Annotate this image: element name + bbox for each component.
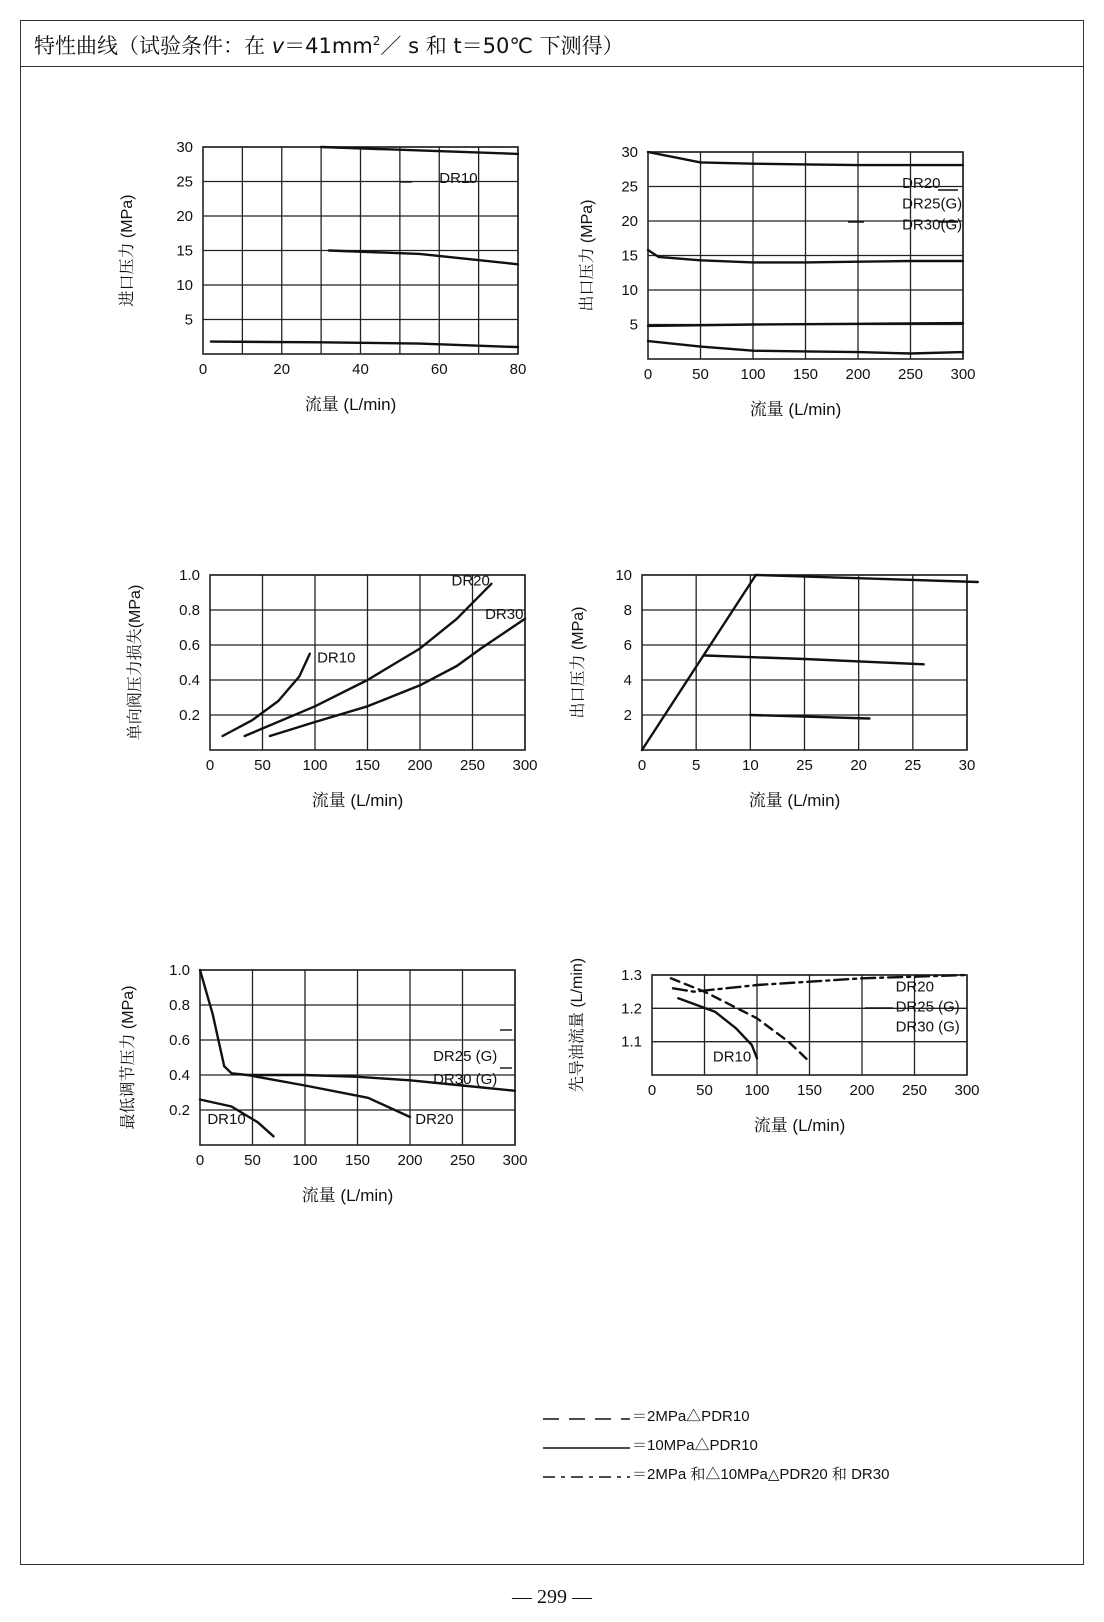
series-annotation: DR20 xyxy=(415,1111,454,1128)
x-tick-label: 50 xyxy=(244,1152,261,1169)
y-tick-label: 2 xyxy=(623,707,632,724)
chart-4 xyxy=(569,567,978,810)
y-tick-label: 8 xyxy=(623,602,632,619)
series-annotation: DR30 (G) xyxy=(433,1070,498,1088)
x-tick-label: 150 xyxy=(354,757,381,774)
y-tick-label: 20 xyxy=(621,213,638,230)
y-tick-label: 10 xyxy=(621,282,638,299)
chart-5 xyxy=(119,962,528,1205)
x-tick-label: 25 xyxy=(796,757,813,774)
series-line xyxy=(211,342,518,348)
y-tick-label: 1.0 xyxy=(169,962,190,979)
series-line xyxy=(329,251,518,265)
x-tick-label: 0 xyxy=(205,757,215,774)
y-axis-label: 出口压力 (MPa) xyxy=(579,199,596,312)
x-tick-label: 0 xyxy=(643,366,653,383)
x-tick-label: 200 xyxy=(407,757,433,774)
x-axis-label: 流量 (L/min) xyxy=(311,791,404,810)
series-line xyxy=(223,654,310,736)
title-nu: v xyxy=(271,34,285,58)
x-tick-label: 200 xyxy=(397,1152,423,1169)
y-tick-label: 25 xyxy=(176,173,193,191)
legend-label-dashed: ＝2MPa△PDR10 xyxy=(632,1408,750,1425)
series-line xyxy=(247,1075,410,1117)
y-axis-label: 进口压力 (MPa) xyxy=(119,194,136,307)
x-tick-label: 5 xyxy=(691,757,701,774)
x-tick-label: 0 xyxy=(637,757,647,774)
x-tick-label: 100 xyxy=(740,366,766,383)
x-tick-label: 0 xyxy=(198,361,208,378)
chart-1 xyxy=(118,139,526,414)
series-annotation: DR30(G) xyxy=(902,216,963,234)
x-tick-label: 250 xyxy=(449,1152,476,1169)
y-tick-label: 15 xyxy=(176,242,193,260)
x-tick-label: 250 xyxy=(901,1082,928,1099)
x-tick-label: 25 xyxy=(904,757,922,774)
x-tick-label: 250 xyxy=(897,366,924,383)
x-tick-label: 250 xyxy=(459,757,486,774)
series-annotation: DR25 (G) xyxy=(895,998,960,1016)
x-tick-label: 150 xyxy=(796,1082,823,1099)
x-tick-label: 200 xyxy=(849,1082,875,1099)
legend xyxy=(543,1419,630,1477)
series-annotation: DR10 xyxy=(439,169,478,187)
x-tick-label: 150 xyxy=(344,1152,371,1169)
annotation-leaders xyxy=(400,182,958,1068)
y-tick-label: 6 xyxy=(623,637,632,654)
y-tick-label: 5 xyxy=(184,311,193,329)
series-annotation: DR20 xyxy=(895,978,934,996)
y-tick-label: 1.1 xyxy=(621,1033,642,1051)
series-annotation: DR10 xyxy=(207,1111,246,1128)
series-annotation: DR25 (G) xyxy=(433,1048,498,1065)
x-axis-label: 流量 (L/min) xyxy=(301,1186,394,1205)
x-tick-label: 300 xyxy=(502,1152,528,1169)
series-annotation: DR25(G) xyxy=(902,195,963,213)
page-number: — 299 — xyxy=(512,1586,592,1608)
x-tick-label: 300 xyxy=(954,1082,980,1099)
x-tick-label: 50 xyxy=(254,757,271,774)
y-tick-label: 1.3 xyxy=(621,967,642,984)
x-tick-label: 0 xyxy=(647,1082,657,1099)
x-tick-label: 150 xyxy=(792,366,819,383)
x-tick-label: 50 xyxy=(696,1082,713,1099)
x-tick-label: 100 xyxy=(302,757,328,774)
legend-label-dashdot: ＝2MPa 和△10MPa△PDR20 和 DR30 xyxy=(632,1466,890,1483)
y-tick-label: 0.2 xyxy=(169,1102,190,1119)
y-tick-label: 10 xyxy=(176,277,193,294)
title-superscript: 2 xyxy=(372,34,381,48)
series-line xyxy=(270,619,525,736)
x-tick-label: 30 xyxy=(958,757,976,774)
y-tick-label: 4 xyxy=(623,672,632,689)
x-tick-label: 300 xyxy=(950,366,976,383)
y-axis-label: 单向阀压力损失(MPa) xyxy=(127,584,144,741)
y-axis-label: 出口压力 (MPa) xyxy=(570,606,587,719)
y-tick-label: 30 xyxy=(176,139,193,156)
title-prefix: 特性曲线（试验条件：在 xyxy=(34,34,272,58)
x-tick-label: 200 xyxy=(845,366,871,383)
series-annotation: DR20 xyxy=(451,572,490,590)
y-axis-label: 最低调节压力 (MPa) xyxy=(120,985,137,1130)
x-tick-label: 300 xyxy=(512,757,538,774)
x-tick-label: 20 xyxy=(273,361,291,378)
x-tick-label: 80 xyxy=(509,361,527,378)
chart-3 xyxy=(126,567,538,810)
title-suffix: ／ s 和 t＝50℃ 下测得） xyxy=(380,34,624,58)
y-tick-label: 1.0 xyxy=(179,567,200,584)
x-tick-label: 10 xyxy=(741,757,759,774)
series-annotation: DR10 xyxy=(317,649,356,667)
y-tick-label: 0.8 xyxy=(169,997,190,1014)
x-axis-label: 流量 (L/min) xyxy=(753,1116,846,1135)
x-tick-label: 50 xyxy=(692,366,709,383)
x-tick-label: 100 xyxy=(744,1082,770,1099)
series-line xyxy=(321,147,518,154)
y-tick-label: 5 xyxy=(629,316,638,334)
y-tick-label: 30 xyxy=(621,144,638,161)
y-tick-label: 15 xyxy=(621,247,638,265)
series-annotation: DR30 (G) xyxy=(895,1018,960,1036)
x-tick-label: 60 xyxy=(430,361,448,378)
series-line xyxy=(705,656,924,665)
y-tick-label: 25 xyxy=(621,178,638,196)
y-tick-label: 0.4 xyxy=(179,672,200,689)
series-annotation: DR30 xyxy=(485,605,524,623)
y-tick-label: 0.6 xyxy=(169,1032,190,1049)
legend-label-solid: ＝10MPa△PDR10 xyxy=(632,1437,758,1454)
series-annotation: DR10 xyxy=(712,1048,752,1066)
y-tick-label: 20 xyxy=(176,208,193,225)
y-tick-label: 0.6 xyxy=(179,637,200,654)
y-tick-label: 0.8 xyxy=(179,602,200,619)
y-tick-label: 0.4 xyxy=(169,1067,190,1084)
y-tick-label: 0.2 xyxy=(179,707,200,724)
y-tick-label: 10 xyxy=(615,567,632,584)
x-tick-label: 20 xyxy=(850,757,868,774)
x-tick-label: 40 xyxy=(352,361,369,378)
chart-2 xyxy=(578,144,976,419)
x-tick-label: 100 xyxy=(292,1152,318,1169)
title-middle: ＝41mm xyxy=(284,34,373,58)
y-axis-label: 先导油流量 (L/min) xyxy=(569,957,586,1093)
x-tick-label: 0 xyxy=(195,1152,205,1169)
x-axis-label: 流量 (L/min) xyxy=(304,395,397,414)
x-axis-label: 流量 (L/min) xyxy=(748,791,841,810)
series-annotation: DR20 xyxy=(902,174,941,192)
series-line xyxy=(756,575,978,582)
x-axis-label: 流量 (L/min) xyxy=(749,400,842,419)
chart-6 xyxy=(568,958,980,1135)
y-tick-label: 1.2 xyxy=(621,1000,642,1018)
series-line xyxy=(642,575,756,750)
